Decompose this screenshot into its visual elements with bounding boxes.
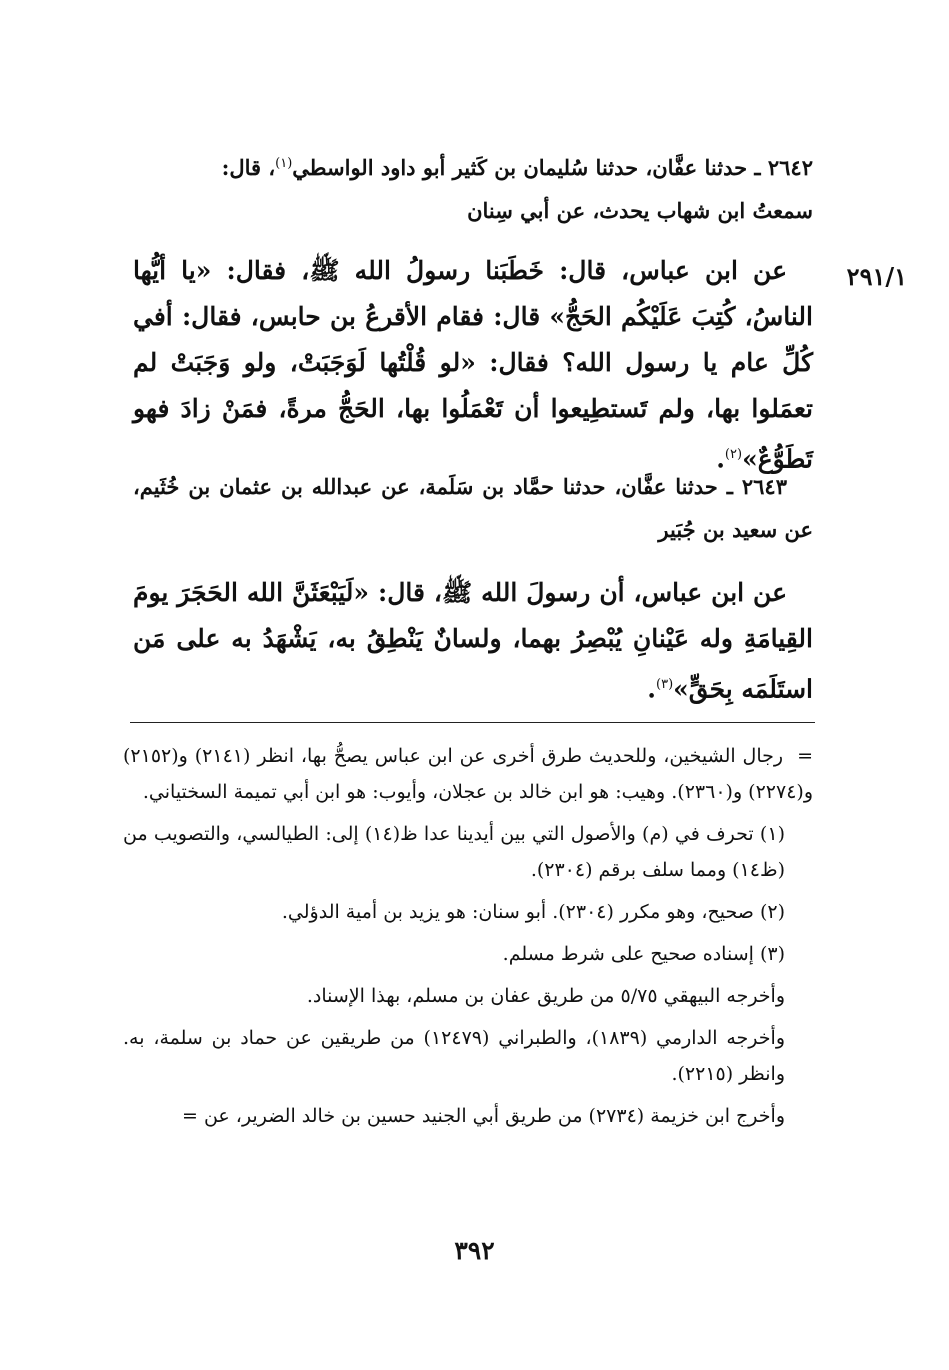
footnote-separator xyxy=(130,722,815,723)
hadith-2642-chain-line-2: سمعتُ ابن شهاب يحدث، عن أبي سِنان xyxy=(467,198,813,223)
page-number: ٣٩٢ xyxy=(454,1236,495,1265)
footnote-continued-text: رجال الشيخين، وللحديث طرق أخرى عن ابن عباس يصحُّ بها، انظر (٢١٤١) و(٢١٥٢) و(٢٢٧٤) و(٢٣٦٠). وهيب: هو ابن خالد بن عجلان، وأيوب: هو ابن أبي تميمة السختياني. xyxy=(123,745,813,803)
footnote-continued xyxy=(123,738,813,810)
footnote-ref-3[interactable]: (٣) xyxy=(656,677,674,692)
hadith-2643-text xyxy=(133,570,813,712)
footnote-1: (١) تحرف في (م) والأصول التي بين أيدينا عدا ظ(١٤) إلى: الطيالسي، والتصويب من (ظ١٤) ومما سلف برقم (٢٣٠٤). xyxy=(123,823,785,881)
hadith-2642-chain xyxy=(133,142,813,232)
margin-volume-page-reference: ٢٩١/١ xyxy=(846,262,907,291)
footnote-3-source-darimi: وأخرجه الدارمي (١٨٣٩)، والطبراني (١٢٤٧٩) من طريقين عن حماد بن سلمة، به. وانظر (٢٢١٥). xyxy=(123,1027,785,1085)
hadith-2643-chain xyxy=(133,465,813,551)
footnote-2: (٢) صحيح، وهو مكرر (٢٣٠٤). أبو سنان: هو يزيد بن أمية الدؤلي. xyxy=(281,901,785,923)
footnote-3: (٣) إسناده صحيح على شرط مسلم. xyxy=(502,943,785,965)
hadith-2643-chain-text: ٢٦٤٣ ـ حدثنا عفَّان، حدثنا حمَّاد بن سَلَمة، عن عبدالله بن عثمان بن خُثَيم، عن سعيد بن جُبَير xyxy=(133,474,813,542)
hadith-2642-end-mark: . xyxy=(716,444,725,474)
footnote-3-source-bayhaqi: وأخرجه البيهقي ٥/٧٥ من طريق عفان بن مسلم، بهذا الإسناد. xyxy=(306,985,785,1007)
hadith-2642-chain-line-1-end: ، قال: xyxy=(221,155,276,180)
footnote-3-source-khuzaymah-text: وأخرج ابن خزيمة (٢٧٣٤) من طريق أبي الجنيد حسين بن خالد الضرير، عن xyxy=(203,1105,785,1127)
footnotes-section xyxy=(123,738,813,1140)
hadith-2643-body: عن ابن عباس، أن رسولَ الله ﷺ، قال: «لَيَبْعَثَنَّ الله الحَجَرَ يومَ القِيامَةِ وله عَيْنانِ يُبْصِرُ بهما، ولسانٌ يَنْطِقُ به، يَشْهَدُ به على مَن استَلَمَه بِحَقٍّ» xyxy=(133,578,813,704)
hadith-2642-text xyxy=(133,248,813,482)
continuation-marker: = xyxy=(797,745,813,767)
footnote-3-source-khuzaymah xyxy=(123,1098,813,1134)
footnote-ref-2[interactable]: (٢) xyxy=(724,447,743,462)
hadith-2642-body: عن ابن عباس، قال: خَطَبَنا رسولُ الله ﷺ، فقال: «يا أيُّها الناسُ، كُتِبَ عَلَيْكُم الحَجُّ» قال: فقام الأقرعُ بن حابس، فقال: أفي كُلِّ عام يا رسول الله؟ فقال: «لو قُلْتُها لَوَجَبَتْ، ولو وَجَبَتْ لم تعمَلوا بها، ولم تَستطِيعوا أن تَعْمَلُوا بها، الحَجُّ مرةً، فمَنْ زادَ فهو تَطَوُّعٌ» xyxy=(133,256,813,474)
hadith-2643-end-mark: . xyxy=(647,674,657,704)
continues-marker: = xyxy=(182,1105,198,1127)
hadith-2642-chain-line-1: ٢٦٤٢ ـ حدثنا عفَّان، حدثنا سُليمان بن كَثير أبو داود الواسطي xyxy=(292,155,813,180)
footnote-ref-1[interactable]: (١) xyxy=(275,156,293,171)
